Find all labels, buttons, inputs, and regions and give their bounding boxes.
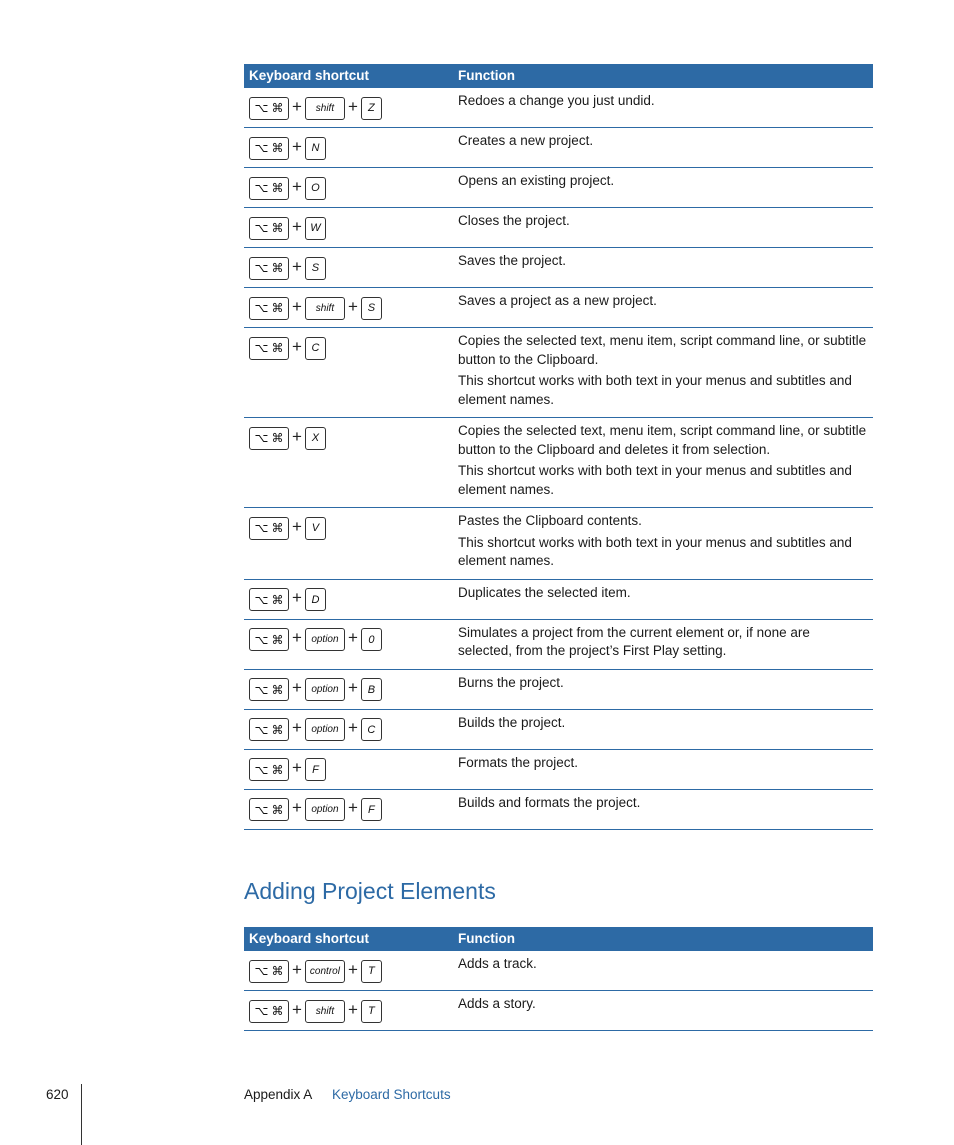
table-row [244, 580, 873, 620]
plus-sign: + [347, 959, 358, 979]
letter-key: F [305, 758, 326, 781]
table-row [244, 991, 873, 1031]
function-text: Saves the project. [458, 253, 567, 268]
letter-key: T [361, 960, 382, 983]
function-text: Saves a project as a new project. [458, 293, 657, 308]
table-row [244, 710, 873, 750]
modifier-key: option [305, 628, 345, 651]
function-text: Simulates a project from the current element or, if none are selected, from the project’s First Play setting. [458, 624, 810, 658]
shortcut-keys [249, 718, 382, 742]
modifier-key: shift [305, 97, 345, 120]
shortcuts-table-project [244, 64, 873, 830]
shortcut-keys [249, 959, 382, 983]
letter-key: C [305, 337, 326, 360]
letter-key: Z [361, 97, 382, 120]
shortcut-keys [249, 336, 326, 360]
apple-icon: ⌥ [254, 221, 269, 235]
function-description [458, 620, 873, 669]
plus-sign: + [292, 336, 302, 356]
function-description [458, 580, 873, 611]
plus-sign: + [292, 216, 302, 236]
plus-sign: + [292, 426, 302, 446]
command-key [249, 217, 289, 240]
table-body [244, 951, 873, 1031]
shortcut-keys [249, 96, 382, 120]
footer-divider [81, 1084, 82, 1145]
header-function: Function [458, 68, 515, 83]
command-icon: ⌘ [271, 221, 284, 235]
function-description [458, 790, 873, 821]
plus-sign: + [292, 628, 302, 647]
command-icon: ⌘ [271, 682, 284, 697]
function-text: Duplicates the selected item. [458, 584, 631, 600]
shortcuts-table-elements [244, 927, 873, 1031]
plus-sign: + [347, 96, 358, 116]
function-text: Builds and formats the project. [458, 794, 641, 810]
command-icon: ⌘ [271, 301, 284, 315]
letter-key: F [361, 798, 382, 821]
command-icon: ⌘ [271, 762, 284, 777]
table-row [244, 208, 873, 248]
section-title: Adding Project Elements [244, 878, 496, 904]
function-description [458, 670, 873, 701]
letter-key: W [305, 217, 326, 240]
function-description [458, 418, 873, 507]
plus-sign: + [292, 999, 302, 1019]
command-key [249, 257, 289, 280]
plus-sign: + [347, 999, 358, 1019]
function-description [458, 168, 873, 199]
function-text: Formats the project. [458, 754, 579, 770]
function-text: Opens an existing project. [458, 173, 615, 188]
command-key [249, 1000, 289, 1023]
command-key [249, 960, 289, 983]
plus-sign: + [347, 296, 358, 316]
function-text: Creates a new project. [458, 133, 594, 148]
table-row [244, 168, 873, 208]
shortcut-keys [249, 999, 382, 1023]
function-description [458, 128, 873, 159]
command-key [249, 628, 289, 651]
table-row [244, 951, 873, 991]
table-row [244, 508, 873, 580]
table-header [244, 64, 873, 88]
function-description [458, 508, 873, 579]
command-icon: ⌘ [271, 261, 284, 275]
page-number: 620 [46, 1087, 69, 1102]
command-icon: ⌘ [271, 341, 284, 355]
plus-sign: + [292, 96, 302, 116]
command-icon: ⌘ [271, 722, 284, 737]
letter-key: X [305, 427, 326, 450]
command-icon: ⌘ [271, 141, 284, 155]
function-text: Burns the project. [458, 674, 564, 690]
command-key [249, 137, 289, 160]
plus-sign: + [292, 176, 302, 196]
plus-sign: + [292, 798, 302, 817]
table-body [244, 88, 873, 830]
table-row [244, 790, 873, 830]
command-key [249, 517, 289, 540]
command-icon: ⌘ [271, 101, 284, 115]
apple-icon: ⌥ [254, 261, 269, 275]
letter-key: O [305, 177, 326, 200]
command-key [249, 718, 289, 741]
modifier-key: option [305, 718, 345, 741]
apple-icon: ⌥ [254, 762, 269, 777]
header-shortcut: Keyboard shortcut [249, 68, 370, 83]
function-description [458, 88, 873, 119]
function-description [458, 288, 873, 319]
apple-icon: ⌥ [254, 141, 269, 155]
shortcut-keys [249, 296, 382, 320]
command-icon: ⌘ [271, 431, 284, 445]
plus-sign: + [292, 256, 302, 276]
table-row [244, 670, 873, 710]
command-icon: ⌘ [271, 632, 284, 647]
function-text: Pastes the Clipboard contents. [458, 513, 642, 528]
function-text: Copies the selected text, menu item, script command line, or subtitle button to the Clipboard. [458, 333, 867, 367]
function-text: This shortcut works with both text in your menus and subtitles and element names. [458, 534, 852, 568]
command-key [249, 798, 289, 821]
function-text: This shortcut works with both text in your menus and subtitles and element names. [458, 373, 852, 407]
function-description [458, 710, 873, 741]
table-row [244, 418, 873, 508]
apple-icon: ⌥ [254, 301, 269, 315]
function-description [458, 328, 873, 417]
plus-sign: + [347, 798, 358, 817]
letter-key: C [361, 718, 382, 741]
appendix-label: Appendix A [244, 1087, 313, 1102]
function-text: Copies the selected text, menu item, script command line, or subtitle button to the Clipboard and deletes it from selection. [458, 423, 867, 457]
letter-key: T [361, 1000, 382, 1023]
letter-key: 0 [361, 628, 382, 651]
function-text: Redoes a change you just undid. [458, 93, 655, 108]
command-key [249, 177, 289, 200]
table-row [244, 750, 873, 790]
function-description [458, 248, 873, 279]
modifier-key: option [305, 678, 345, 701]
apple-icon: ⌥ [254, 682, 269, 697]
command-icon: ⌘ [271, 592, 284, 607]
apple-icon: ⌥ [254, 722, 269, 737]
function-text: Closes the project. [458, 213, 570, 228]
table-row [244, 128, 873, 168]
function-description [458, 750, 873, 781]
function-text: Builds the project. [458, 714, 566, 730]
command-icon: ⌘ [271, 1004, 284, 1018]
appendix-title: Keyboard Shortcuts [332, 1087, 451, 1102]
command-key [249, 758, 289, 781]
command-icon: ⌘ [271, 521, 284, 535]
plus-sign: + [292, 959, 302, 979]
shortcut-keys [249, 798, 382, 822]
command-key [249, 297, 289, 320]
letter-key: V [305, 517, 326, 540]
command-icon: ⌘ [271, 181, 284, 195]
apple-icon: ⌥ [254, 431, 269, 445]
letter-key: D [305, 588, 326, 611]
table-row [244, 88, 873, 128]
shortcut-keys [249, 136, 326, 160]
command-key [249, 97, 289, 120]
function-description [458, 991, 873, 1022]
command-icon: ⌘ [271, 802, 284, 817]
shortcut-keys [249, 176, 326, 200]
shortcut-keys [249, 588, 326, 612]
plus-sign: + [292, 678, 302, 697]
plus-sign: + [292, 588, 302, 607]
apple-icon: ⌥ [254, 802, 269, 817]
function-description [458, 208, 873, 239]
plus-sign: + [292, 758, 302, 777]
shortcut-keys [249, 678, 382, 702]
letter-key: S [305, 257, 326, 280]
shortcut-keys [249, 426, 326, 450]
shortcut-keys [249, 516, 326, 540]
plus-sign: + [292, 516, 302, 536]
table-header [244, 927, 873, 951]
letter-key: B [361, 678, 382, 701]
apple-icon: ⌥ [254, 632, 269, 647]
modifier-key: option [305, 798, 345, 821]
shortcut-keys [249, 758, 326, 782]
shortcut-keys [249, 628, 382, 652]
header-function: Function [458, 931, 515, 946]
command-icon: ⌘ [271, 964, 284, 978]
command-key [249, 678, 289, 701]
apple-icon: ⌥ [254, 1004, 269, 1018]
function-text: Adds a track. [458, 956, 537, 971]
plus-sign: + [292, 718, 302, 737]
apple-icon: ⌥ [254, 181, 269, 195]
modifier-key: control [305, 960, 345, 983]
modifier-key: shift [305, 1000, 345, 1023]
function-text: This shortcut works with both text in your menus and subtitles and element names. [458, 463, 852, 497]
command-key [249, 588, 289, 611]
modifier-key: shift [305, 297, 345, 320]
function-text: Adds a story. [458, 996, 536, 1011]
function-description [458, 951, 873, 982]
plus-sign: + [347, 678, 358, 697]
header-shortcut: Keyboard shortcut [249, 931, 370, 946]
table-row [244, 288, 873, 328]
command-key [249, 337, 289, 360]
table-row [244, 328, 873, 418]
letter-key: N [305, 137, 326, 160]
apple-icon: ⌥ [254, 341, 269, 355]
apple-icon: ⌥ [254, 521, 269, 535]
apple-icon: ⌥ [254, 101, 269, 115]
letter-key: S [361, 297, 382, 320]
plus-sign: + [292, 296, 302, 316]
plus-sign: + [292, 136, 302, 156]
apple-icon: ⌥ [254, 964, 269, 978]
plus-sign: + [347, 628, 358, 647]
shortcut-keys [249, 216, 326, 240]
plus-sign: + [347, 718, 358, 737]
table-row [244, 248, 873, 288]
apple-icon: ⌥ [254, 592, 269, 607]
table-row [244, 620, 873, 670]
command-key [249, 427, 289, 450]
shortcut-keys [249, 256, 326, 280]
